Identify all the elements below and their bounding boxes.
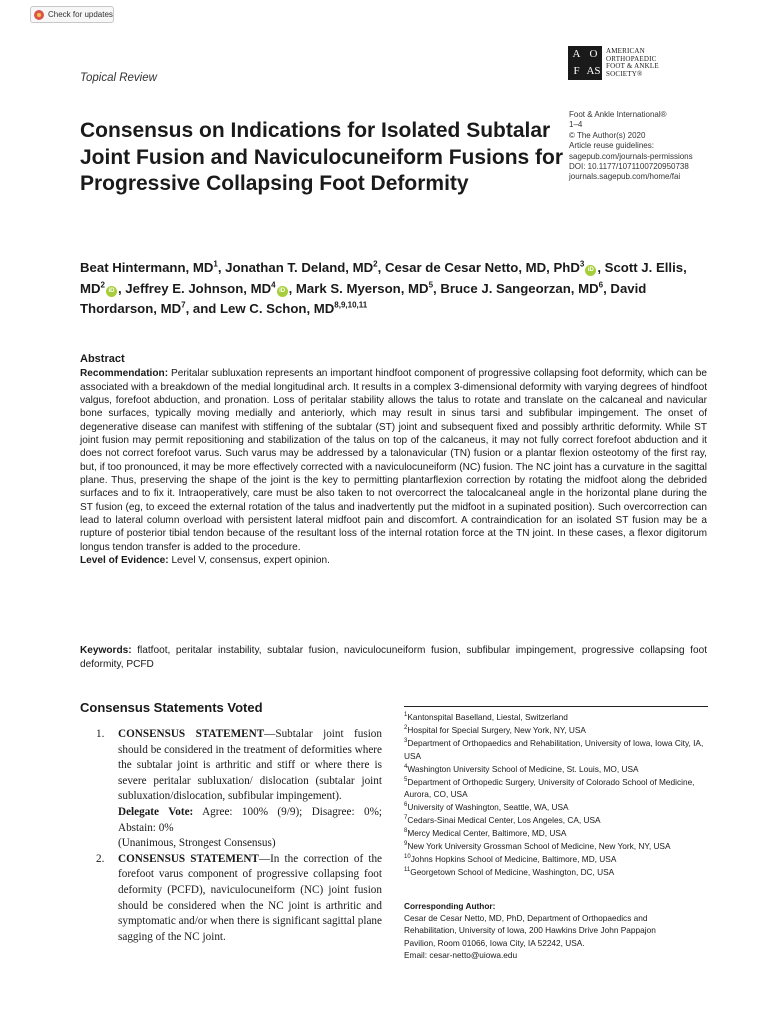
aofas-logo-mark (568, 46, 602, 80)
affiliation-number: 3 (404, 738, 408, 745)
author-affiliation-mark: 7 (181, 300, 186, 310)
author-affiliation-mark: 2 (373, 259, 378, 269)
article-title: Consensus on Indications for Isolated Subtalar Joint Fusion and Naviculocuneiform Fusions for Progressive Collapsing Foot Deformity (80, 119, 564, 195)
logo-letter: A (572, 48, 581, 60)
affiliation-number: 2 (404, 725, 408, 732)
affiliation-text: New York University Grossman School of Medicine, New York, NY, USA (407, 841, 671, 852)
affiliations-divider (404, 706, 708, 707)
affiliation-text: Kantonspital Baselland, Liestal, Switzerland (407, 712, 568, 722)
consensus-heading: Consensus Statements Voted (80, 700, 263, 715)
author-affiliation-mark: 4 (271, 280, 276, 290)
affiliation-item (404, 814, 708, 827)
affiliation-text: Cedars-Sinai Medical Center, Los Angeles, CA, USA (407, 815, 601, 826)
abstract-heading: Abstract (80, 353, 125, 365)
doi-link[interactable]: DOI: 10.1177/1071100720950738 (569, 162, 689, 172)
delegate-vote (118, 805, 382, 836)
orcid-icon[interactable]: iD (106, 286, 117, 297)
check-for-updates-button[interactable] (30, 6, 114, 23)
statement-body (118, 727, 382, 852)
affiliation-number: 10 (404, 854, 411, 861)
affiliation-item (404, 853, 708, 866)
affiliation-text: Mercy Medical Center, Baltimore, MD, USA (407, 828, 567, 839)
affiliation-text: Washington University School of Medicine, St. Louis, MO, USA (407, 763, 639, 774)
author-name: Cesar de Cesar Netto, MD, PhD (384, 260, 580, 275)
author-separator: , (288, 280, 296, 296)
author-separator: , (117, 280, 126, 296)
logo-letter: O (589, 48, 598, 60)
aofas-logo-text (606, 48, 659, 78)
author-name: Bruce J. Sangeorzan, MD (440, 280, 599, 296)
statement-text: —Subtalar joint fusion should be considered in the treatment of deformities where the subtalar joint is arthritic and stiff or where there is severe peritalar subluxation/ dislocation (subtalar joint subluxation/dislocation, subfibular impingement). (118, 728, 382, 803)
consensus-statement-list (80, 727, 382, 945)
consensus-strength: (Unanimous, Strongest Consensus) (118, 837, 276, 850)
recommendation-text: Peritalar subluxation represents an important hindfoot component of progressive collapsing foot deformity, which can be associated with a breakdown of the medial longitudinal arch. It results in a complex 3-dimensional deformity with varying degrees of hindfoot valgus, forefoot abduction, and pronation. Loss of peritalar stability allows the talus to rotate and translate on the calcaneal and navicular bone surfaces, typically moving medially and anteriorly, which may result in sinus tarsi and subfibular impingement. The onset of degenerative disease can manifest with stiffening of the subtalar (ST) joint and subsequent fixed and possibly arthritic deformity. While ST joint fusion may permit repositioning and stabilization of the talus on top of the calcaneus, it may not fully correct forefoot abduction and it does not correct forefoot varus. Such varus may be addressed by a talonavicular (TN) fusion or a plantar flexion osteotomy of the first ray, but, if too pronounced, it may be more effectively corrected with a naviculocuneiform (NC) fusion. The NC joint has a curvature in the sagittal plane. Thus, preserving the shape of the joint is the key to permitting plantarflexion correction by rotating the midfoot along the debrided surfaces and to fix it. Intraoperatively, care must be also taken to not overcorrect the talocalcaneal angle in the horizontal plane during the ST fusion (eg, to exceed the external rotation of the talus and inadvertently put the midfoot in a supinated position). Such overcorrection can lead to lateral column overload with persistent lateral midfoot pain and discomfort. A contraindication for an isolated ST fusion may be a rupture of posterior tibial tendon because of the resultant loss of the internal rotation force at the TN joint. In these cases, a flexor digitorum longus tendon transfer is added to the procedure. (80, 368, 707, 553)
author-affiliation-mark: 1 (213, 259, 218, 269)
affiliation-item (404, 840, 708, 853)
logo-letter: AS (586, 65, 601, 77)
consensus-statement (80, 727, 382, 852)
affiliation-number: 11 (404, 867, 411, 874)
affiliation-number: 9 (404, 841, 408, 848)
affiliation-item (404, 711, 708, 724)
affiliation-item (404, 866, 708, 879)
loe-text: Level V, consensus, expert opinion. (168, 555, 330, 567)
statement-label: CONSENSUS STATEMENT (118, 728, 265, 740)
affiliation-text: Johns Hopkins School of Medicine, Baltimore, MD, USA (410, 853, 617, 864)
permissions-link[interactable]: sagepub.com/journals-permissions (569, 151, 693, 161)
author-affiliation-mark: 6 (598, 280, 604, 290)
abstract-level-of-evidence (80, 554, 707, 567)
article-type: Topical Review (80, 72, 157, 84)
author-list (80, 258, 700, 320)
affiliation-number: 7 (404, 815, 408, 822)
author-name: Jonathan T. Deland, MD (225, 260, 374, 275)
corresponding-line: Cesar de Cesar Netto, MD, PhD, Department of Orthopaedics and (404, 913, 648, 924)
statement-number: 2. (96, 852, 105, 865)
logo-line: ORTHOPAEDIC (606, 54, 657, 63)
affiliation-number: 8 (404, 828, 408, 835)
aofas-logo (568, 46, 659, 80)
affiliation-item (404, 801, 708, 814)
statement-text: —In the correction of the forefoot varus component of progressive collapsing foot deformity (PCFD), naviculocuneiform (NC) joint fusion should be considered when the NC joint is arthritic and symptomatic and/or when there is significant sagittal plane sagging of the NC joint. (118, 852, 382, 943)
logo-line: AMERICAN (606, 47, 645, 55)
author-separator: , (603, 280, 611, 296)
author-affiliation-mark: 8,9,10,11 (334, 300, 368, 310)
orcid-icon[interactable]: iD (277, 286, 288, 297)
vote-text: Agree: 100% (9/9); Disagree: 0%; Abstain: 0% (118, 805, 383, 834)
affiliation-item (404, 737, 708, 763)
author-affiliation-mark: 3 (579, 259, 585, 269)
affiliation-text: Georgetown School of Medicine, Washington, DC, USA (410, 866, 615, 877)
author-name: Scott J. Ellis, MD (80, 260, 687, 296)
consensus-statement (80, 852, 382, 946)
statement-label: CONSENSUS STATEMENT (118, 852, 259, 865)
author-affiliation-mark: 5 (428, 280, 434, 290)
author-name: Lew C. Schon, MD (220, 301, 335, 316)
recommendation-label: Recommendation: (80, 368, 169, 380)
affiliation-item (404, 724, 708, 737)
corresponding-line: Pavilion, Room 01066, Iowa City, IA 52242, USA. (404, 937, 585, 948)
corresponding-heading: Corresponding Author: (404, 901, 496, 911)
affiliation-item (404, 763, 708, 776)
affiliation-number: 1 (404, 712, 408, 719)
author-separator: , (597, 260, 605, 275)
logo-line: SOCIETY® (606, 69, 643, 78)
affiliation-number: 5 (404, 776, 408, 783)
author-separator: , (377, 260, 385, 275)
affiliation-text: University of Washington, Seattle, WA, USA (407, 802, 569, 813)
abstract-recommendation (80, 367, 707, 554)
statement-body (118, 852, 382, 946)
keywords (80, 644, 707, 671)
affiliation-number: 4 (404, 763, 408, 770)
statement-number: 1. (96, 728, 105, 740)
author-affiliation-mark: 2 (100, 280, 105, 290)
logo-letter: F (573, 65, 580, 77)
logo-line: FOOT & ANKLE (606, 62, 659, 70)
abstract (80, 353, 707, 568)
reuse-label: Article reuse guidelines: (569, 141, 654, 151)
loe-label: Level of Evidence: (80, 555, 169, 567)
keywords-label: Keywords: (80, 645, 132, 656)
keywords-text: flatfoot, peritalar instability, subtalar fusion, naviculocuneiform fusion, subfibular impingement, progressive collapsing foot deformity, PCFD (80, 645, 707, 670)
affiliation-number: 6 (404, 802, 408, 809)
page-range: 1–4 (569, 120, 583, 130)
journal-info (569, 110, 693, 183)
vote-label: Delegate Vote: (118, 805, 194, 818)
author-name: David Thordarson, MD (80, 280, 647, 316)
copyright: © The Author(s) 2020 (569, 130, 646, 140)
journal-name: Foot & Ankle International® (569, 110, 667, 119)
corresponding-email[interactable]: Email: cesar-netto@uiowa.edu (404, 949, 518, 960)
corresponding-line: Rehabilitation, University of Iowa, 200 Hawkins Drive John Pappajon (404, 925, 656, 936)
author-name: Mark S. Myerson, MD (295, 280, 429, 296)
affiliation-text: Hospital for Special Surgery, New York, NY, USA (407, 724, 586, 735)
affiliation-item (404, 776, 708, 802)
author-separator: , and (185, 301, 220, 316)
affiliation-text: Department of Orthopedic Surgery, University of Colorado School of Medicine, Aurora, CO, USA (404, 776, 695, 800)
affiliation-text: Department of Orthopaedics and Rehabilitation, University of Iowa, Iowa City, IA, USA (404, 737, 704, 761)
author-separator: , (217, 260, 226, 275)
journal-home-link[interactable]: journals.sagepub.com/home/fai (569, 172, 681, 182)
crossmark-icon (34, 10, 44, 20)
orcid-icon[interactable]: iD (585, 265, 596, 276)
author-name: Beat Hintermann, MD (80, 260, 214, 275)
author-name: Jeffrey E. Johnson, MD (125, 280, 272, 296)
author-separator: , (433, 280, 441, 296)
affiliation-item (404, 827, 708, 840)
affiliations (404, 711, 708, 879)
check-for-updates-label: Check for updates (48, 10, 113, 19)
corresponding-author (404, 900, 708, 961)
